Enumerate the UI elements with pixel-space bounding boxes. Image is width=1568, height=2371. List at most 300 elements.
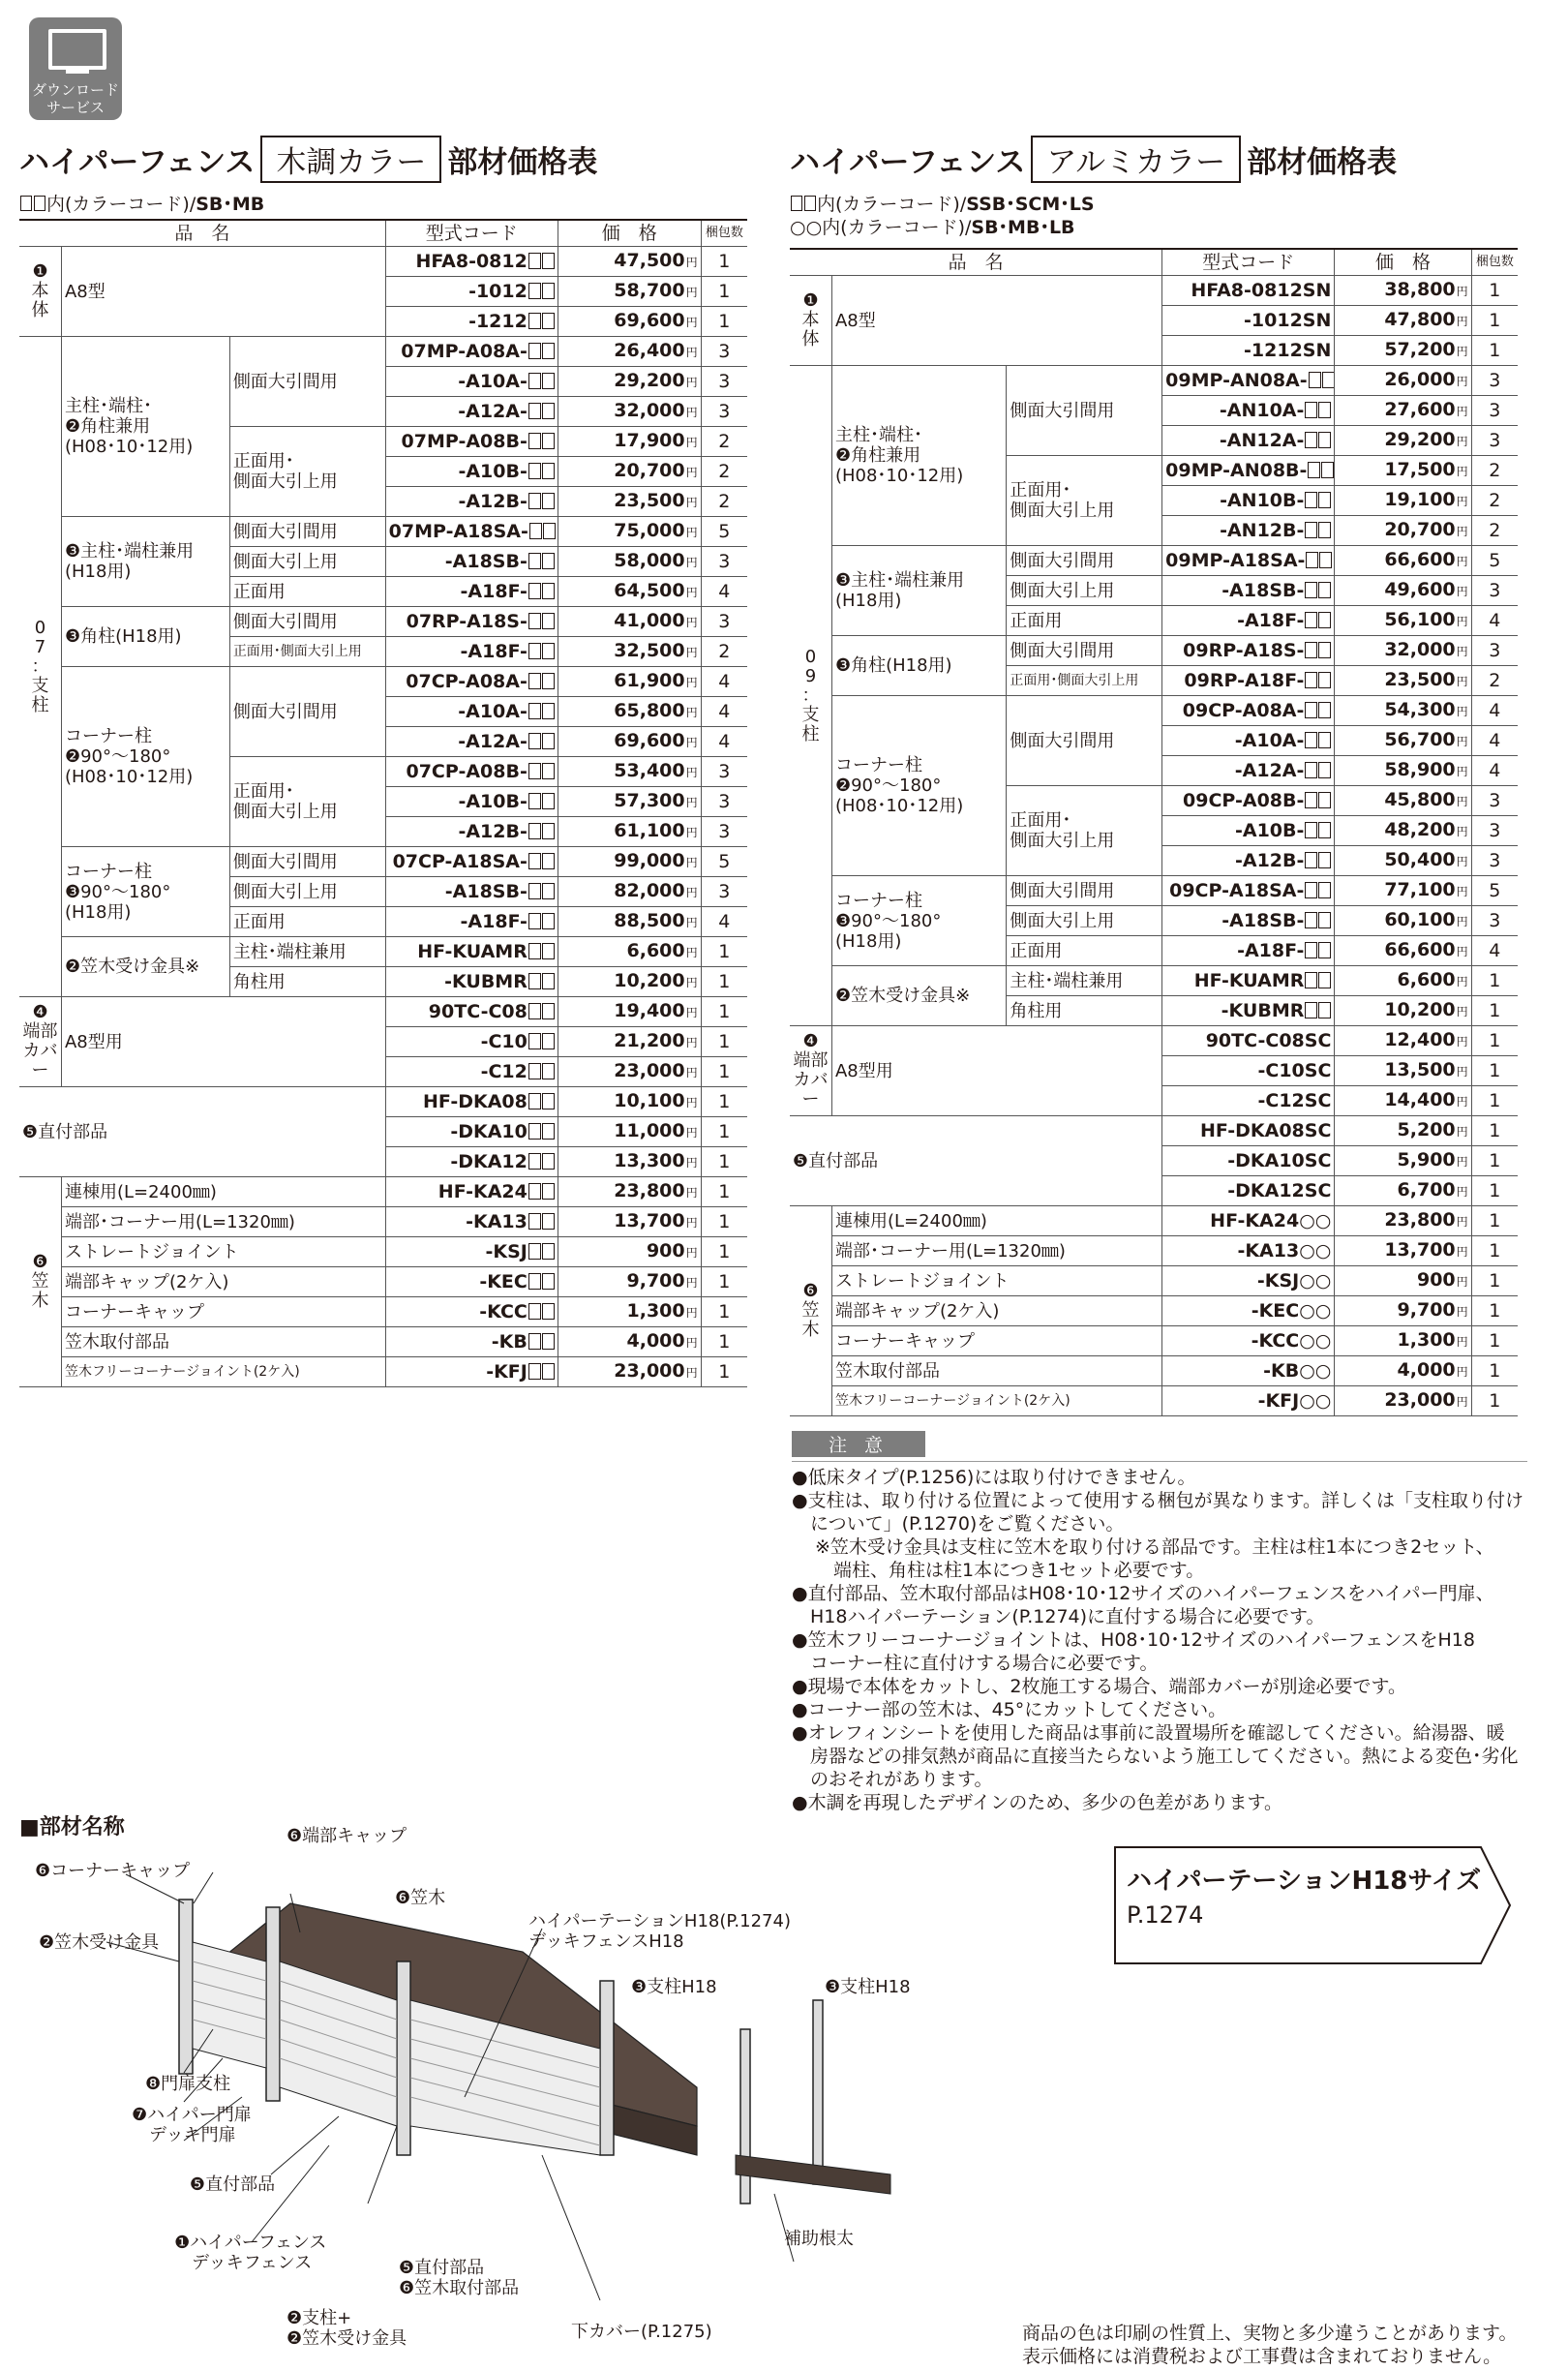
sub-name: 側面大引上用 — [1007, 906, 1162, 936]
model-code: 90TC-C08SC — [1162, 1026, 1335, 1056]
price: 56,700円 — [1335, 726, 1471, 756]
quantity: 3 — [701, 787, 747, 817]
sub-name: 側面大引間用 — [229, 607, 385, 637]
category-cell: ❹ 端部カバー — [19, 997, 61, 1087]
item-name: A8型用 — [61, 997, 385, 1087]
table-row — [790, 1326, 1518, 1356]
category-cell: 0 9 ： 支 柱 — [790, 366, 831, 1026]
price: 23,000円 — [558, 1357, 701, 1387]
quantity: 1 — [1471, 306, 1518, 336]
price: 69,600円 — [558, 307, 701, 337]
sub-name: 正面用･ 側面大引上用 — [229, 427, 385, 517]
sub-name: 正面用 — [229, 907, 385, 937]
item-name: ❸主柱･端柱兼用 (H18用) — [831, 546, 1006, 636]
h18-post — [600, 1981, 614, 2155]
table-row — [19, 937, 747, 967]
quantity: 3 — [701, 397, 747, 427]
quantity: 2 — [1471, 516, 1518, 546]
notes-heading: 注 意 — [792, 1431, 925, 1457]
model-code: -KB — [385, 1327, 558, 1357]
item-name: ❺直付部品 — [790, 1116, 1162, 1206]
quantity: 3 — [701, 817, 747, 847]
quantity: 1 — [701, 1177, 747, 1207]
h18-post-small — [740, 2029, 750, 2204]
quantity: 1 — [701, 997, 747, 1027]
sub-name: 側面大引間用 — [1007, 366, 1162, 456]
model-code: -A10A- — [385, 697, 558, 727]
model-code: -DKA10SC — [1162, 1146, 1335, 1176]
model-code: -KB○○ — [1162, 1356, 1335, 1386]
price: 6,700円 — [1335, 1176, 1471, 1206]
quantity: 1 — [701, 1357, 747, 1387]
price: 58,700円 — [558, 277, 701, 307]
quantity: 1 — [701, 1117, 747, 1147]
model-code: HF-KA24○○ — [1162, 1206, 1335, 1236]
sub-name: 側面大引間用 — [229, 667, 385, 757]
model-code: -C12SC — [1162, 1086, 1335, 1116]
table-row — [790, 876, 1518, 906]
model-code: HF-KA24 — [385, 1177, 558, 1207]
model-code: 07MP-A18SA- — [385, 517, 558, 547]
quantity: 3 — [701, 877, 747, 907]
table-row — [19, 337, 747, 367]
table-row — [790, 1296, 1518, 1326]
price: 21,200円 — [558, 1027, 701, 1057]
quantity: 1 — [1471, 1176, 1518, 1206]
price: 49,600円 — [1335, 576, 1471, 606]
item-name: 連棟用(L=2400㎜) — [831, 1206, 1161, 1236]
sub-name: 側面大引間用 — [1007, 876, 1162, 906]
quantity: 1 — [1471, 336, 1518, 366]
quantity: 3 — [1471, 816, 1518, 846]
quantity: 3 — [1471, 576, 1518, 606]
price: 1,300円 — [558, 1297, 701, 1327]
quantity: 5 — [701, 517, 747, 547]
model-code: -KSJ○○ — [1162, 1266, 1335, 1296]
price: 13,700円 — [1335, 1236, 1471, 1266]
callout-gate: ❼ハイパー門扉 デッキ門扉 — [132, 2105, 252, 2145]
category-cell: 0 7 ： 支 柱 — [19, 337, 61, 997]
left-title: ハイパーフェンス 木調カラー 部材価格表 — [19, 136, 597, 183]
item-name: 笠木取付部品 — [831, 1356, 1161, 1386]
fence-panel-1 — [193, 1942, 266, 2068]
sub-name: 側面大引間用 — [229, 847, 385, 877]
table-row — [790, 636, 1518, 666]
sub-name: 主柱･端柱兼用 — [229, 937, 385, 967]
price: 47,800円 — [1335, 306, 1471, 336]
quantity: 1 — [701, 1327, 747, 1357]
end-post — [179, 1900, 193, 2074]
price: 69,600円 — [558, 727, 701, 757]
sub-name: 正面用･ 側面大引上用 — [229, 757, 385, 847]
quantity: 4 — [1471, 726, 1518, 756]
table-row — [19, 667, 747, 697]
callout-joist: 補助根太 — [784, 2229, 854, 2249]
item-name: 端部キャップ(2ケ入) — [61, 1267, 385, 1297]
quantity: 5 — [1471, 876, 1518, 906]
model-code: HF-KUAMR — [1162, 966, 1335, 996]
sub-name: 側面大引間用 — [229, 517, 385, 547]
item-name: 端部キャップ(2ケ入) — [831, 1296, 1161, 1326]
quantity: 3 — [701, 367, 747, 397]
item-name: A8型 — [61, 247, 385, 337]
item-name: 連棟用(L=2400㎜) — [61, 1177, 385, 1207]
category-cell: ❶ 本 体 — [790, 276, 831, 366]
price: 4,000円 — [558, 1327, 701, 1357]
model-code: -KEC○○ — [1162, 1296, 1335, 1326]
callout-gate-post: ❽門扉支柱 — [145, 2074, 231, 2094]
category-cell: ❶ 本 体 — [19, 247, 61, 337]
model-code: -A18F- — [1162, 936, 1335, 966]
callout-post-bracket: ❷支柱+ ❷笠木受け金具 — [286, 2308, 407, 2349]
price: 13,500円 — [1335, 1056, 1471, 1086]
model-code: -KSJ — [385, 1237, 558, 1267]
quantity: 2 — [701, 457, 747, 487]
reference-title: ハイパーテーションH18サイズ — [1127, 1867, 1482, 1896]
quantity: 4 — [701, 907, 747, 937]
item-name: コーナー柱 ❸90°～180° (H18用) — [831, 876, 1006, 966]
price: 9,700円 — [558, 1267, 701, 1297]
table-row — [790, 1236, 1518, 1266]
quantity: 3 — [1471, 426, 1518, 456]
model-code: 90TC-C08 — [385, 997, 558, 1027]
item-name: ❷笠木受け金具※ — [61, 937, 229, 997]
reference-page: P.1274 — [1127, 1901, 1204, 1929]
table-row — [790, 276, 1518, 306]
model-code: -KCC — [385, 1297, 558, 1327]
quantity: 1 — [701, 1267, 747, 1297]
right-title: ハイパーフェンス アルミカラー 部材価格表 — [790, 136, 1397, 183]
price: 23,800円 — [558, 1177, 701, 1207]
quantity: 3 — [701, 547, 747, 577]
price: 4,000円 — [1335, 1356, 1471, 1386]
quantity: 1 — [701, 1207, 747, 1237]
item-name: 端部･コーナー用(L=1320㎜) — [61, 1207, 385, 1237]
price: 61,100円 — [558, 817, 701, 847]
model-code: 07MP-A08A- — [385, 337, 558, 367]
quantity: 2 — [701, 637, 747, 667]
price: 14,400円 — [1335, 1086, 1471, 1116]
model-code: -A10A- — [1162, 726, 1335, 756]
price: 23,500円 — [1335, 666, 1471, 696]
quantity: 1 — [1471, 1236, 1518, 1266]
price: 77,100円 — [1335, 876, 1471, 906]
price: 1,300円 — [1335, 1326, 1471, 1356]
quantity: 5 — [1471, 546, 1518, 576]
price: 17,900円 — [558, 427, 701, 457]
quantity: 4 — [1471, 606, 1518, 636]
model-code: -A10B- — [1162, 816, 1335, 846]
item-name: コーナー柱 ❸90°～180° (H18用) — [61, 847, 229, 937]
category-cell: ❹ 端部カバー — [790, 1026, 831, 1116]
price: 99,000円 — [558, 847, 701, 877]
quantity: 3 — [1471, 396, 1518, 426]
price: 10,200円 — [1335, 996, 1471, 1026]
quantity: 1 — [1471, 996, 1518, 1026]
quantity: 3 — [701, 757, 747, 787]
price: 20,700円 — [558, 457, 701, 487]
price: 32,500円 — [558, 637, 701, 667]
callout-post-h18-2: ❸支柱H18 — [825, 1977, 911, 1997]
model-code: -A18SB- — [385, 877, 558, 907]
price: 61,900円 — [558, 667, 701, 697]
model-code: -1012 — [385, 277, 558, 307]
parts-title: ■部材名称 — [19, 1815, 125, 1839]
note-item: ●現場で本体をカットし、2枚施工する場合、端部カバーが別途必要です。 — [792, 1676, 1406, 1697]
table-row — [19, 997, 747, 1027]
model-code: -A18F- — [385, 907, 558, 937]
price: 58,900円 — [1335, 756, 1471, 786]
monitor-icon — [48, 29, 106, 70]
price: 5,900円 — [1335, 1146, 1471, 1176]
left-price-table — [19, 219, 747, 1387]
price: 64,500円 — [558, 577, 701, 607]
left-color-note: 内(カラーコード)/SB･MB — [19, 194, 264, 215]
model-code: -KCC○○ — [1162, 1326, 1335, 1356]
table-row — [19, 1357, 747, 1387]
table-row — [19, 1177, 747, 1207]
callout-direct-kasagi: ❺直付部品 ❻笠木取付部品 — [399, 2258, 520, 2298]
quantity: 1 — [701, 1237, 747, 1267]
item-name: A8型用 — [831, 1026, 1161, 1116]
price: 56,100円 — [1335, 606, 1471, 636]
quantity: 3 — [1471, 846, 1518, 876]
sub-name: 正面用 — [1007, 936, 1162, 966]
note-item: ※笠木受け金具は支柱に笠木を取り付ける部品です。主柱は柱1本につき2セット、 端柱、角柱は柱1本につき1セット必要です。 — [815, 1536, 1494, 1581]
quantity: 1 — [701, 937, 747, 967]
sub-name: 角柱用 — [229, 967, 385, 997]
quantity: 1 — [1471, 1146, 1518, 1176]
model-code: -A12A- — [1162, 756, 1335, 786]
model-code: HF-DKA08SC — [1162, 1116, 1335, 1146]
note-item: ●笠木フリーコーナージョイントは、H08･10･12サイズのハイパーフェンスをH18 コーナー柱に直付けする場合に必要です。 — [792, 1629, 1475, 1674]
table-row — [790, 1386, 1518, 1416]
model-code: -KUBMR — [1162, 996, 1335, 1026]
price: 6,600円 — [1335, 966, 1471, 996]
model-code: 07CP-A08A- — [385, 667, 558, 697]
model-code: 09MP-AN08A- — [1162, 366, 1335, 396]
item-name: ❸角柱(H18用) — [61, 607, 229, 667]
price: 900円 — [1335, 1266, 1471, 1296]
table-row — [790, 696, 1518, 726]
download-service-badge[interactable] — [29, 17, 122, 120]
note-item: ●低床タイプ(P.1256)には取り付けできません。 — [792, 1467, 1196, 1488]
quantity: 1 — [701, 967, 747, 997]
price: 47,500円 — [558, 247, 701, 277]
table-header: 品 名 型式コード 価 格 梱包数 — [790, 249, 1518, 276]
price: 23,000円 — [558, 1057, 701, 1087]
quantity: 1 — [1471, 1296, 1518, 1326]
sub-name: 正面用 — [1007, 606, 1162, 636]
notes-section — [792, 1431, 1527, 1814]
quantity: 3 — [1471, 366, 1518, 396]
model-code: -A18F- — [385, 637, 558, 667]
price: 57,200円 — [1335, 336, 1471, 366]
callout-partition: ハイパーテーションH18(P.1274) デッキフェンスH18 — [528, 1911, 791, 1952]
quantity: 4 — [1471, 696, 1518, 726]
model-code: -A12A- — [385, 397, 558, 427]
price: 11,000円 — [558, 1117, 701, 1147]
item-name: 主柱･端柱･ ❷角柱兼用 (H08･10･12用) — [831, 366, 1006, 546]
model-code: HFA8-0812SN — [1162, 276, 1335, 306]
price: 5,200円 — [1335, 1116, 1471, 1146]
table-row — [19, 517, 747, 547]
table-row — [19, 1087, 747, 1117]
quantity: 1 — [1471, 1056, 1518, 1086]
callout-lower-cover: 下カバー(P.1275) — [571, 2322, 712, 2342]
model-code: -DKA10 — [385, 1117, 558, 1147]
download-label: ダウンロード サービス — [31, 81, 119, 116]
quantity: 1 — [1471, 1086, 1518, 1116]
quantity: 1 — [1471, 1026, 1518, 1056]
quantity: 1 — [1471, 1266, 1518, 1296]
model-code: -C10SC — [1162, 1056, 1335, 1086]
table-row — [19, 607, 747, 637]
price: 75,000円 — [558, 517, 701, 547]
model-code: 09RP-A18S- — [1162, 636, 1335, 666]
price: 57,300円 — [558, 787, 701, 817]
model-code: -KFJ — [385, 1357, 558, 1387]
quantity: 1 — [701, 1297, 747, 1327]
note-item: ●直付部品、笠木取付部品はH08･10･12サイズのハイパーフェンスをハイパー門扉、 H18ハイパーテーション(P.1274)に直付する場合に必要です。 — [792, 1583, 1494, 1627]
right-color-note-1: 内(カラーコード)/SSB･SCM･LS — [790, 194, 1095, 215]
quantity: 2 — [701, 487, 747, 517]
table-row — [790, 1266, 1518, 1296]
quantity: 1 — [1471, 1116, 1518, 1146]
quantity: 1 — [701, 307, 747, 337]
price: 65,800円 — [558, 697, 701, 727]
model-code: -A18SB- — [385, 547, 558, 577]
price: 900円 — [558, 1237, 701, 1267]
quantity: 2 — [1471, 486, 1518, 516]
quantity: 3 — [701, 607, 747, 637]
right-color-note-2: ○○内(カラーコード)/SB･MB･LB — [790, 217, 1075, 238]
price: 6,600円 — [558, 937, 701, 967]
price: 13,700円 — [558, 1207, 701, 1237]
price: 48,200円 — [1335, 816, 1471, 846]
model-code: 09CP-A18SA- — [1162, 876, 1335, 906]
category-cell: ❻ 笠 木 — [790, 1206, 831, 1416]
price: 45,800円 — [1335, 786, 1471, 816]
gate-post — [397, 1961, 410, 2155]
model-code: 09MP-A18SA- — [1162, 546, 1335, 576]
table-header: 品 名 型式コード 価 格 梱包数 — [19, 220, 747, 247]
price: 54,300円 — [1335, 696, 1471, 726]
sub-name: 側面大引上用 — [229, 877, 385, 907]
table-row — [19, 847, 747, 877]
quantity: 1 — [1471, 1326, 1518, 1356]
quantity: 5 — [701, 847, 747, 877]
model-code: -A12B- — [385, 817, 558, 847]
price: 88,500円 — [558, 907, 701, 937]
item-name: 笠木フリーコーナージョイント(2ケ入) — [61, 1357, 385, 1387]
sub-name: 側面大引間用 — [1007, 636, 1162, 666]
price: 29,200円 — [1335, 426, 1471, 456]
sub-name: 正面用 — [229, 577, 385, 607]
callout-fence: ❶ハイパーフェンス デッキフェンス — [174, 2233, 327, 2273]
item-name: 主柱･端柱･ ❷角柱兼用 (H08･10･12用) — [61, 337, 229, 517]
item-name: A8型 — [831, 276, 1161, 366]
quantity: 1 — [1471, 276, 1518, 306]
price: 82,000円 — [558, 877, 701, 907]
note-item: ●コーナー部の笠木は、45°にカットしてください。 — [792, 1699, 1227, 1720]
model-code: -1212 — [385, 307, 558, 337]
quantity: 1 — [1471, 1386, 1518, 1416]
sub-name: 側面大引上用 — [229, 547, 385, 577]
quantity: 1 — [701, 1027, 747, 1057]
item-name: ❸主柱･端柱兼用 (H18用) — [61, 517, 229, 607]
item-name: ❺直付部品 — [19, 1087, 385, 1177]
model-code: -C12 — [385, 1057, 558, 1087]
quantity: 2 — [701, 427, 747, 457]
price: 58,000円 — [558, 547, 701, 577]
item-name: ❸角柱(H18用) — [831, 636, 1006, 696]
model-code: -AN12A- — [1162, 426, 1335, 456]
table-row — [19, 1327, 747, 1357]
model-code: -A12A- — [385, 727, 558, 757]
quantity: 1 — [701, 247, 747, 277]
model-code: -A10B- — [385, 457, 558, 487]
quantity: 2 — [1471, 456, 1518, 486]
corner-post — [266, 1907, 280, 2101]
item-name: 端部･コーナー用(L=1320㎜) — [831, 1236, 1161, 1266]
item-name: コーナー柱 ❷90°～180° (H08･10･12用) — [831, 696, 1006, 876]
price: 9,700円 — [1335, 1296, 1471, 1326]
price: 19,400円 — [558, 997, 701, 1027]
quantity: 3 — [1471, 636, 1518, 666]
price: 10,100円 — [558, 1087, 701, 1117]
model-code: -A18SB- — [1162, 906, 1335, 936]
quantity: 4 — [701, 667, 747, 697]
note-item: ●木調を再現したデザインのため、多少の色差があります。 — [792, 1792, 1282, 1813]
quantity: 1 — [701, 1147, 747, 1177]
price: 41,000円 — [558, 607, 701, 637]
callout-end-cap: ❻端部キャップ — [286, 1826, 407, 1846]
table-row — [790, 366, 1518, 396]
table-row — [19, 1237, 747, 1267]
table-row — [19, 1207, 747, 1237]
callout-kasagi-bracket: ❷笠木受け金具 — [39, 1932, 160, 1953]
model-code: -A10B- — [385, 787, 558, 817]
sub-name: 側面大引間用 — [1007, 546, 1162, 576]
model-code: -C10 — [385, 1027, 558, 1057]
item-name: 笠木フリーコーナージョイント(2ケ入) — [831, 1386, 1161, 1416]
quantity: 1 — [701, 1087, 747, 1117]
model-code: HF-DKA08 — [385, 1087, 558, 1117]
model-code: -A12B- — [1162, 846, 1335, 876]
model-code: 09CP-A08B- — [1162, 786, 1335, 816]
sub-name: 正面用･側面大引上用 — [1007, 666, 1162, 696]
model-code: -A10A- — [385, 367, 558, 397]
item-name: コーナーキャップ — [831, 1326, 1161, 1356]
price: 26,400円 — [558, 337, 701, 367]
sub-name: 角柱用 — [1007, 996, 1162, 1026]
model-code: -A18SB- — [1162, 576, 1335, 606]
model-code: -DKA12 — [385, 1147, 558, 1177]
table-row — [790, 1116, 1518, 1146]
price: 29,200円 — [558, 367, 701, 397]
quantity: 3 — [701, 337, 747, 367]
item-name: コーナー柱 ❷90°～180° (H08･10･12用) — [61, 667, 229, 847]
table-row — [790, 1206, 1518, 1236]
model-code: -AN10B- — [1162, 486, 1335, 516]
quantity: 3 — [1471, 906, 1518, 936]
price: 20,700円 — [1335, 516, 1471, 546]
price: 17,500円 — [1335, 456, 1471, 486]
price: 26,000円 — [1335, 366, 1471, 396]
sub-name: 正面用･ 側面大引上用 — [1007, 456, 1162, 546]
price: 32,000円 — [558, 397, 701, 427]
